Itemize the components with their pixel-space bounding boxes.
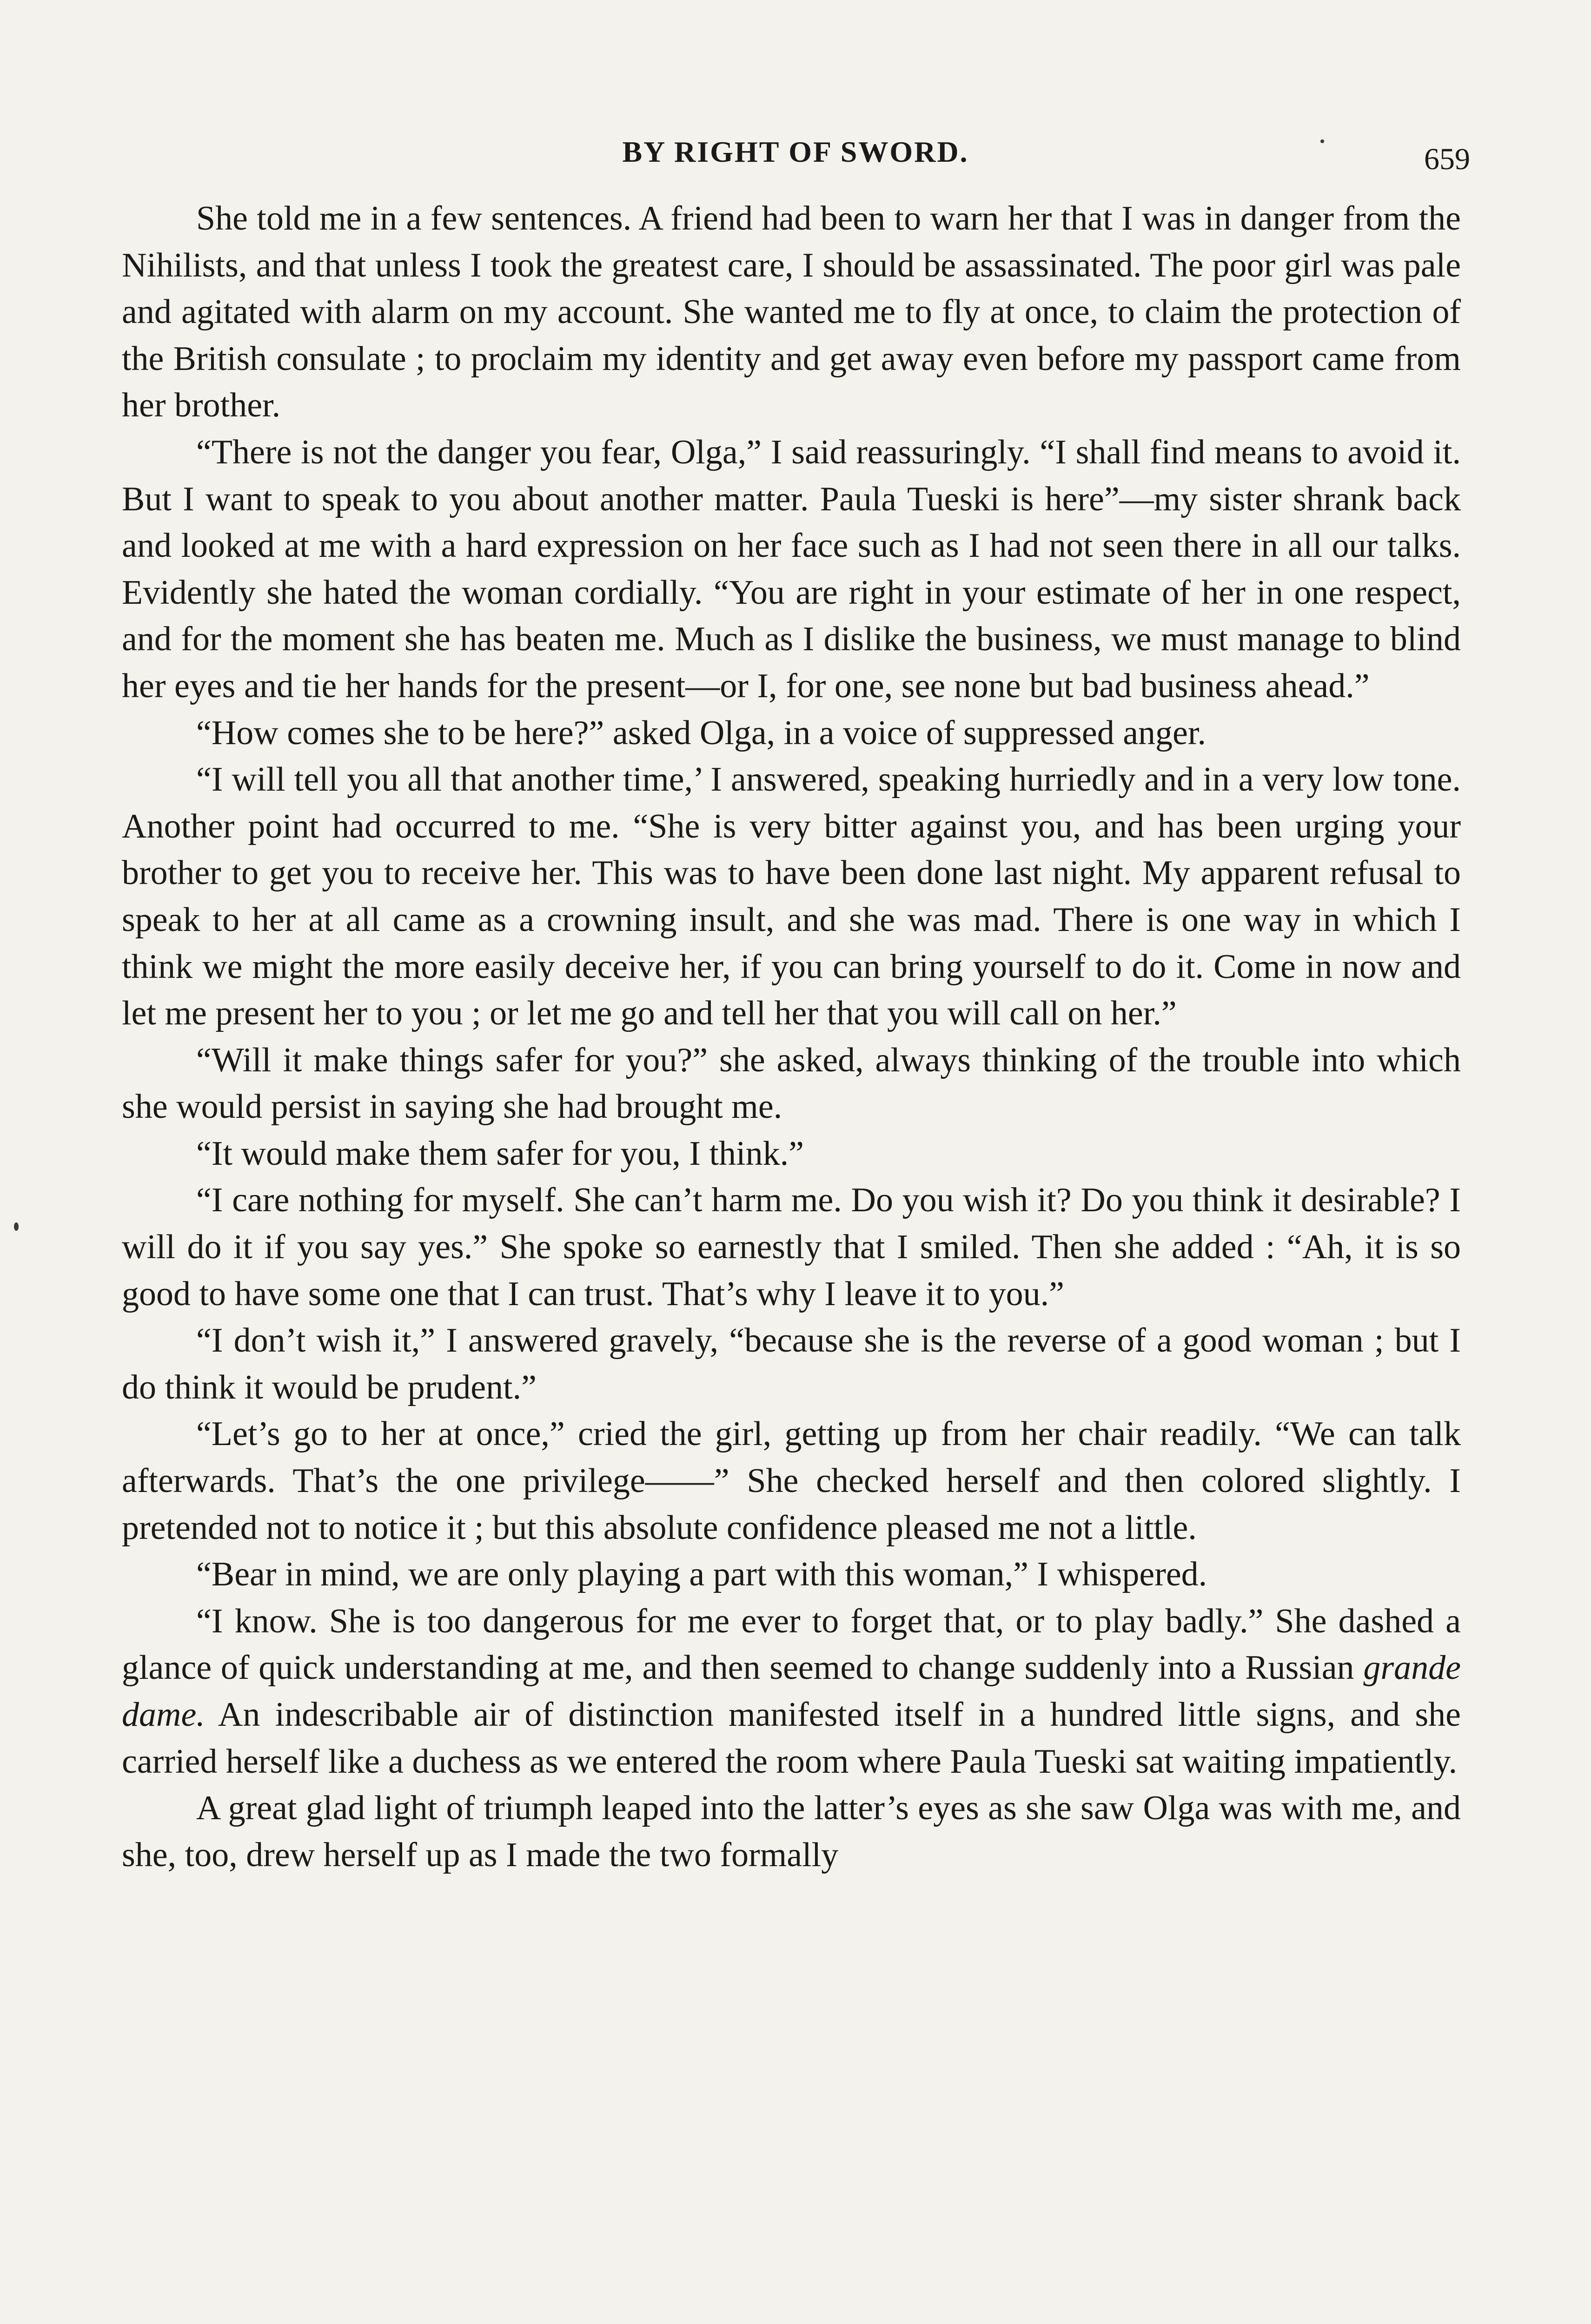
paragraph: “How comes she to be here?” asked Olga, in a voice of suppressed anger. <box>196 713 1206 752</box>
paragraph: “Bear in mind, we are only playing a part with this woman,” I whispered. <box>196 1555 1207 1594</box>
paragraph-with-italic <box>122 1598 1461 1785</box>
paragraph: “Will it make things safer for you?” she asked, always thinking of the trouble into which she would persist in saying she had brought me. <box>122 1041 1461 1126</box>
paragraph: “I will tell you all that another time,’ I answered, speaking hurriedly and in a very low tone. Another point had occurred to me. “She is very bitter against you, and has been urging your brother to get you to receive her. This was to have been done last night. My apparent refusal to speak to her at all came as a crowning insult, and she was mad. There is one way in which I think we might the more easily deceive her, if you can bring yourself to do it. Come in now and let me present her to you ; or let me go and tell her that you will call on her.” <box>122 760 1461 1033</box>
paragraph: She told me in a few sentences. A friend had been to warn her that I was in danger from the Nihilists, and that unless I took the greatest care, I should be assassinated. The poor girl was pale and agitated with alarm on my account. She wanted me to fly at once, to claim the protection of the British consulate ; to proclaim my identity and get away even before my passport came from her brother. <box>122 199 1461 425</box>
paragraph: A great glad light of triumph leaped into the latter’s eyes as she saw Olga was with me, and she, too, drew herself up as I made the two formally <box>122 1789 1461 1874</box>
paragraph: “I care nothing for myself. She can’t harm me. Do you wish it? Do you think it desirable? I will do it if you say yes.” She spoke so earnestly that I smiled. Then she added : “Ah, it is so good to have some one that I can trust. That’s why I leave it to you.” <box>122 1181 1461 1313</box>
ink-speck <box>14 1222 19 1231</box>
paragraph: “There is not the danger you fear, Olga,” I said reassuringly. “I shall find means to avoid it. But I want to speak to you about another matter. Paula Tueski is here”—my sister shrank back and looked at me with a hard expression on her face such as I had not seen there in all our talks. Evidently she hated the woman cordially. “You are right in your estimate of her in one respect, and for the moment she has beaten me. Much as I dislike the business, we must manage to blind her eyes and tie her hands for the present—or I, for one, see none but bad business ahead.” <box>122 433 1461 705</box>
ink-speck <box>1320 139 1324 143</box>
running-head <box>0 125 1591 176</box>
paragraph: “It would make them safer for you, I think.” <box>196 1134 804 1173</box>
paragraph: “I don’t wish it,” I answered gravely, “because she is the reverse of a good woman ; but I do think it would be prudent.” <box>122 1321 1461 1406</box>
italic-phrase: grande dame. <box>122 1649 1461 1734</box>
paragraph: “Let’s go to her at once,” cried the girl, getting up from her chair readily. “We can talk afterwards. That’s the one privilege——” She checked herself and then colored slightly. I pretended not to notice it ; but this absolute confidence pleased me not a little. <box>122 1415 1461 1547</box>
running-title: BY RIGHT OF SWORD. <box>622 135 969 168</box>
paragraph-text: “I know. She is too dangerous for me ever to forget that, or to play badly.” She dashed a glance of quick understanding at me, and then seemed to change suddenly into a Russian <box>122 1602 1461 1687</box>
body-text <box>122 195 1461 2324</box>
paragraph-text-continued: An indescribable air of distinction manifested itself in a hundred little signs, and she carried herself like a duchess as we entered the room where Paula Tueski sat waiting impatiently. <box>122 1696 1461 1781</box>
page-number: 659 <box>1424 142 1470 176</box>
